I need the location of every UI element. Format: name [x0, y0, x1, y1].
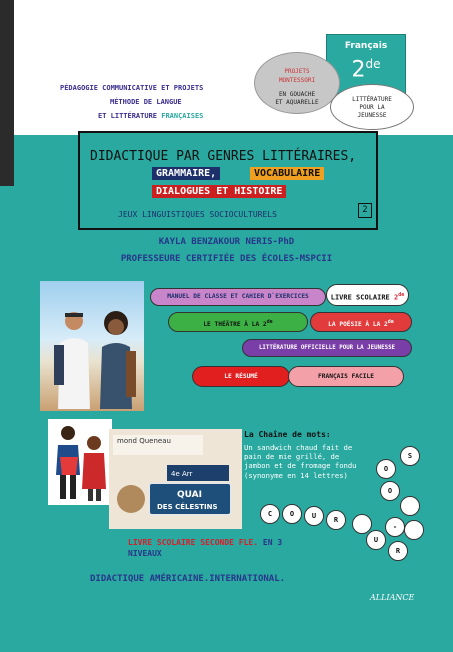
chain-clue: Un sandwich chaud fait de pain de mie grillé, de jambon et de fromage fondu (synonyme en 14 lettres) [244, 443, 357, 480]
illustration-people [48, 419, 112, 505]
level-language: Français [344, 41, 388, 51]
header-line-3-text: ET LITTÉRATURE [98, 112, 158, 120]
header-line-2: MÉTHODE DE LANGUE [110, 98, 182, 106]
footer-livre-line-2: NIVEAUX [128, 549, 162, 558]
footer-livre-blue: EN 3 [262, 538, 283, 547]
chain-circle: O [376, 459, 396, 479]
level-suffix: de [365, 57, 381, 71]
sign-line-1: QUAI [177, 490, 202, 500]
chain-circle: R [326, 510, 346, 530]
students-photo [40, 281, 144, 411]
title-line-1: DIDACTIQUE PAR GENRES LITTÉRAIRES, [90, 149, 357, 164]
author-role: PROFESSEURE CERTIFIÉE DES ÉCOLES-MSPCII [120, 254, 333, 264]
tag-theatre-text: LE THÉÂTRE À LA 2 [203, 321, 267, 329]
dark-side-strip [0, 0, 14, 186]
tag-poesie [310, 312, 412, 332]
footer-livre-red: LIVRE SCOLAIRE SECONDE FLE. [128, 538, 259, 547]
chain-circle: S [400, 446, 420, 466]
tag-poesie-text: LA POÉSIE À LA 2 [328, 321, 388, 329]
tag-theatre-sup: de [266, 319, 273, 325]
jeunesse-oval [330, 84, 414, 130]
jeunesse-line-2: POUR LA [359, 104, 385, 111]
jeunesse-line-1: LITTÉRATURE [352, 96, 392, 103]
tag-livre-scolaire-num: 2 [393, 293, 399, 302]
title-box [78, 131, 378, 230]
montessori-line-4: ET AQUARELLE [275, 99, 319, 106]
tag-theatre [168, 312, 308, 332]
chain-circle: U [366, 530, 386, 550]
tag-manuel: MANUEL DE CLASSE ET CAHIER D`EXERCICES [150, 288, 326, 306]
chain-circle: U [304, 506, 324, 526]
tag-francais-facile: FRANÇAIS FACILE [288, 366, 404, 387]
montessori-oval [254, 52, 340, 114]
chain-circle: O [282, 504, 302, 524]
tag-livre-scolaire-text: LIVRE SCOLAIRE [330, 293, 390, 302]
chain-circle: - [385, 517, 405, 537]
montessori-line-3: EN GOUACHE [278, 91, 316, 98]
montessori-line-2: MONTESSORI [278, 77, 316, 84]
book-arr-text: 4e Arr [171, 470, 193, 478]
footer-livre-line [128, 538, 282, 547]
book-author-text: mond Queneau [117, 437, 171, 445]
publisher-logo: ALLIANCE [370, 593, 415, 602]
title-dialogues: DIALOGUES ET HISTOIRE [152, 185, 286, 198]
chain-circle [400, 496, 420, 516]
sign-line-2: DES CÉLESTINS [157, 503, 218, 511]
title-volume-badge: 2 [358, 203, 372, 218]
header-line-3 [98, 112, 203, 120]
header-line-3-accent: FRANÇAISES [161, 112, 204, 120]
footer-didactique: DIDACTIQUE AMÉRICAINE.INTERNATIONAL. [90, 574, 286, 584]
tag-livre-scolaire-sup: de [398, 292, 405, 298]
chain-circle: C [260, 504, 280, 524]
chain-title: La Chaîne de mots: [244, 430, 331, 439]
chain-circle: R [388, 541, 408, 561]
tag-litterature: LITTÉRATURE OFFICIELLE POUR LA JEUNESSE [242, 339, 412, 357]
tag-livre-scolaire [326, 284, 409, 306]
header-line-1: PÉDAGOGIE COMMUNICATIVE ET PROJETS [60, 84, 204, 92]
paris-book-photo [109, 429, 242, 529]
tag-poesie-sup: de [387, 319, 394, 325]
chain-circle: O [380, 481, 400, 501]
chain-circle [404, 520, 424, 540]
jeunesse-line-3: JEUNESSE [357, 112, 387, 119]
title-subtitle: JEUX LINGUISTIQUES SOCIOCULTURELS [118, 210, 277, 219]
montessori-line-1: PROJETS [284, 68, 310, 75]
title-vocabulaire: VOCABULAIRE [250, 167, 324, 180]
title-grammaire: GRAMMAIRE, [152, 167, 220, 180]
tag-resume: LE RÉSUMÉ [192, 366, 290, 387]
level-number: 2 [351, 57, 366, 83]
author-name: KAYLA BENZAKOUR NERIS-PhD [158, 237, 295, 247]
